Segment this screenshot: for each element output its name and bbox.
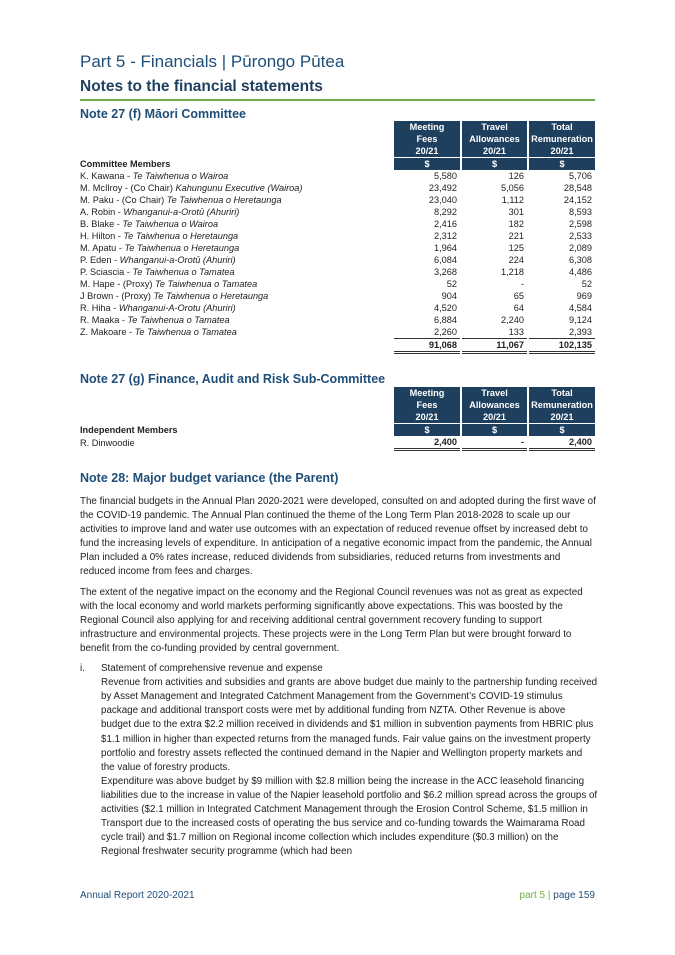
- list-item-title: Statement of comprehensive revenue and expense: [101, 663, 323, 675]
- cell-travel: 65: [513, 291, 524, 301]
- footer-page-number: page 159: [553, 890, 595, 901]
- cell-travel: 133: [508, 327, 524, 337]
- header-row: [80, 133, 595, 145]
- member-name: [80, 194, 392, 206]
- column-header: Allowances: [462, 399, 527, 411]
- member-name: [80, 206, 392, 218]
- member-role: Te Taiwhenua o Tamatea: [127, 315, 230, 325]
- column-header: $: [462, 158, 527, 171]
- cell-fees: 2,260: [434, 327, 457, 337]
- table-row: [80, 194, 595, 206]
- cell-travel: 2,240: [501, 315, 524, 325]
- cell-total: 24,152: [563, 195, 592, 205]
- column-header: Total: [529, 121, 595, 133]
- member-name: [80, 290, 392, 302]
- row-label-header: Independent Members: [80, 424, 178, 435]
- cell-total: 969: [576, 291, 592, 301]
- column-header: 20/21: [462, 411, 527, 424]
- header-spacer: [80, 145, 392, 158]
- member-name: [80, 436, 392, 450]
- table-row: [80, 170, 595, 182]
- column-header: 20/21: [394, 411, 460, 424]
- header-spacer: [80, 411, 392, 424]
- cell-fees: 6,884: [434, 315, 457, 325]
- cell-total: 2,400: [529, 436, 595, 450]
- member-name-text: R. Dinwoodie: [80, 437, 135, 448]
- table-row: [80, 242, 595, 254]
- cell-fees: 23,040: [428, 195, 457, 205]
- column-header: 20/21: [394, 145, 460, 158]
- note28-paragraph-2: The extent of the negative impact on the economy and the Regional Council revenues was not as great as expected with the local economy and world markets performing significantly above expectations. This was boosted by the Regional Council also applying for and receiving additional central government recovery funding to support infrastructure and environmental projects. These projects were in the Long Term Plan but were brought forward to benefit from the co-funding provided by central government.: [80, 586, 583, 654]
- notes-title: Notes to the financial statements: [80, 78, 323, 95]
- table-row: [80, 436, 595, 450]
- member-role: Whanganui-a-Orotū (Ahuriri): [123, 207, 240, 217]
- column-header: $: [462, 424, 527, 437]
- member-role: Te Taiwhenua o Wairoa: [132, 171, 229, 181]
- cell-fees: 2,400: [394, 436, 460, 450]
- header-row: [80, 145, 595, 158]
- column-header: Travel: [462, 121, 527, 133]
- member-role: Whanganui-A-Orotu (Ahuriri): [118, 303, 236, 313]
- member-name-text: R. Hiha -: [80, 303, 119, 313]
- member-name: [80, 266, 392, 278]
- column-header: 20/21: [462, 145, 527, 158]
- cell-fees: 6,084: [434, 255, 457, 265]
- header-spacer: [80, 121, 392, 133]
- column-header: Meeting: [394, 121, 460, 133]
- cell-travel: 1,112: [501, 195, 524, 205]
- total-total: 102,135: [529, 339, 595, 353]
- member-name: [80, 278, 392, 290]
- table-row: [80, 290, 595, 302]
- member-name-text: J Brown - (Proxy): [80, 291, 154, 301]
- column-header: 20/21: [529, 411, 595, 424]
- note28-paragraph-1: The financial budgets in the Annual Plan 2020-2021 were developed, consulted on and adopted during the first wave of the COVID-19 pandemic. The Annual Plan continued the theme of the Long Term Plan 2018-2028 to scale up our activities to improve land and water use outcomes with an expectation of reduced revenue offset by increased debt to fund the increasing levels of expenditure. In anticipation of a negative economic impact from the pandemic, the Annual Plan included a 0% rates increase, reduced dividends from subsidiaries, reduced returns from investments and reduced income from fees and charges.: [80, 496, 596, 578]
- header-row: [80, 424, 595, 437]
- member-name-text: R. Maaka -: [80, 315, 128, 325]
- member-name-text: P. Sciascia -: [80, 267, 133, 277]
- member-name-text: P. Eden -: [80, 255, 120, 265]
- cell-travel: -: [520, 279, 524, 289]
- cell-travel: 1,218: [501, 267, 524, 277]
- part-title: Part 5 - Financials | Pūrongo Pūtea: [80, 52, 345, 71]
- cell-total: 8,593: [569, 207, 592, 217]
- footer-separator: |: [547, 890, 551, 901]
- member-name: [80, 254, 392, 266]
- table-row: [80, 230, 595, 242]
- cell-travel: 125: [508, 243, 524, 253]
- member-name-text: M. McIlroy - (Co Chair): [80, 183, 176, 193]
- footer-report-title: Annual Report 2020-2021: [80, 890, 195, 901]
- footer-page-ref: [495, 890, 595, 901]
- table-row: [80, 218, 595, 230]
- header-row: [80, 387, 595, 399]
- member-role: Whanganui-a-Orotū (Ahuriri): [119, 255, 236, 265]
- header-row: [80, 399, 595, 411]
- total-travel: 11,067: [462, 339, 527, 353]
- table-row: [80, 266, 595, 278]
- note27f-heading: Note 27 (f) Māori Committee: [80, 107, 246, 121]
- column-header: $: [529, 158, 595, 171]
- maori-committee-table: [80, 121, 595, 354]
- column-header: Remuneration: [529, 399, 595, 411]
- column-header: $: [529, 424, 595, 437]
- table-row: [80, 302, 595, 314]
- member-name-text: M. Apatu -: [80, 243, 125, 253]
- member-name-text: Z. Makoare -: [80, 327, 135, 338]
- member-name-text: M. Hape - (Proxy): [80, 279, 156, 289]
- cell-fees: 904: [441, 291, 457, 301]
- title-divider: [80, 99, 595, 101]
- cell-travel: 64: [513, 303, 524, 313]
- cell-travel: 221: [508, 231, 524, 241]
- member-name-text: A. Robin -: [80, 207, 124, 217]
- member-role: Te Taiwhenua o Tamatea: [132, 267, 235, 277]
- member-name: [80, 218, 392, 230]
- header-row: [80, 411, 595, 424]
- column-header: Allowances: [462, 133, 527, 145]
- member-name: [80, 230, 392, 242]
- column-header: Total: [529, 387, 595, 399]
- column-header: Meeting: [394, 387, 460, 399]
- member-role: Te Taiwhenua o Heretaunga: [124, 243, 240, 253]
- footer-part: part 5: [519, 890, 546, 901]
- member-role: Te Taiwhenua o Heretaunga: [153, 291, 269, 301]
- cell-travel: 224: [508, 255, 524, 265]
- cell-fees: 2,416: [434, 219, 457, 229]
- member-name-text: K. Kawana -: [80, 171, 133, 181]
- header-spacer: [80, 399, 392, 411]
- cell-total: 9,124: [569, 315, 592, 325]
- member-role: Te Taiwhenua o Tamatea: [134, 327, 237, 338]
- table-row: [80, 314, 595, 326]
- cell-total: 28,548: [563, 183, 592, 193]
- member-role: Te Taiwhenua o Tamatea: [155, 279, 258, 289]
- totals-row: [80, 339, 595, 353]
- header-row: [80, 121, 595, 133]
- member-name: [80, 242, 392, 254]
- member-name: [80, 302, 392, 314]
- table-row: [80, 326, 595, 339]
- column-header: Remuneration: [529, 133, 595, 145]
- cell-fees: 3,268: [434, 267, 457, 277]
- cell-total: 4,584: [569, 303, 592, 313]
- note27g-heading: Note 27 (g) Finance, Audit and Risk Sub-Committee: [80, 372, 386, 386]
- table-row: [80, 278, 595, 290]
- member-name-text: M. Paku - (Co Chair): [80, 195, 167, 205]
- row-label-header: Committee Members: [80, 158, 171, 169]
- member-name: [80, 182, 392, 194]
- header-spacer: [80, 133, 392, 145]
- column-header: Travel: [462, 387, 527, 399]
- member-role: Te Taiwhenua o Heretaunga: [166, 195, 282, 205]
- cell-travel: 301: [508, 207, 524, 217]
- cell-travel: 182: [508, 219, 524, 229]
- cell-fees: 8,292: [434, 207, 457, 217]
- cell-total: 2,533: [569, 231, 592, 241]
- cell-fees: 5,580: [434, 171, 457, 181]
- column-header: $: [394, 158, 460, 171]
- member-role: Te Taiwhenua o Heretaunga: [123, 231, 239, 241]
- table-row: [80, 182, 595, 194]
- cell-fees: 4,520: [434, 303, 457, 313]
- cell-travel: 126: [508, 171, 524, 181]
- note28-body: [80, 495, 598, 859]
- cell-fees: 2,312: [434, 231, 457, 241]
- table-row: [80, 254, 595, 266]
- cell-fees: 23,492: [428, 183, 457, 193]
- column-header: Fees: [394, 399, 460, 411]
- cell-total: 5,706: [569, 171, 592, 181]
- member-name-text: H. Hilton -: [80, 231, 124, 241]
- member-name: [80, 170, 392, 182]
- member-role: Kahungunu Executive (Wairoa): [175, 183, 303, 193]
- farc-table: [80, 387, 595, 451]
- list-item-paragraph-2: Expenditure was above budget by $9 million with $2.8 million being the increase in the ACC leasehold financing liabilities due to the increase in value of the Napier leasehold portfolio and $6.2 million spread across the groups of activities ($2.1 million in Integrated Catchment Management through the Erosion Control Scheme, $1.5 million in Transport due to the increased costs of operating the bus service and co-funding towards the Waimarama Road cycle trail) and $1.7 million on Regional income collection which includes expenditure ($0.3 million) on the Regional freshwater security programme (which had been: [101, 775, 598, 858]
- member-name-text: B. Blake -: [80, 219, 123, 229]
- cell-total: 2,393: [569, 327, 592, 337]
- member-role: Te Taiwhenua o Wairoa: [122, 219, 219, 229]
- list-item-paragraph-1: Revenue from activities and subsidies and grants are above budget due mainly to the partnership funding received by Asset Management and Integrated Catchment Management from the Government’s COVID-19 stimulus package and additional transport costs were met by additional funding from NZTA. Other Revenue is above budget due to the extra $2.2 million received in dividends and $1 million in subvention payments from HBRIC plus $1.1 million in higher than expected returns from the managed funds. Fair value gains on the investment property portfolio and forestry assets reflected the continued demand in the Napier and Wellington property markets and the value of forestry products.: [101, 677, 598, 773]
- column-header: Fees: [394, 133, 460, 145]
- list-number: i.: [80, 663, 85, 675]
- cell-total: 2,598: [569, 219, 592, 229]
- cell-fees: 52: [446, 279, 457, 289]
- header-row: [80, 158, 595, 171]
- cell-travel: 5,056: [501, 183, 524, 193]
- cell-total: 52: [581, 279, 592, 289]
- cell-total: 6,308: [569, 255, 592, 265]
- member-name: [80, 314, 392, 326]
- header-spacer: [80, 387, 392, 399]
- table-row: [80, 206, 595, 218]
- list-item: [80, 662, 598, 859]
- note28-heading: Note 28: Major budget variance (the Parent): [80, 471, 339, 485]
- total-fees: 91,068: [394, 339, 460, 353]
- cell-travel: -: [462, 436, 527, 450]
- column-header: 20/21: [529, 145, 595, 158]
- cell-total: 4,486: [569, 267, 592, 277]
- cell-fees: 1,964: [434, 243, 457, 253]
- column-header: $: [394, 424, 460, 437]
- totals-label: [80, 339, 392, 353]
- cell-total: 2,089: [569, 243, 592, 253]
- member-name: [80, 326, 392, 339]
